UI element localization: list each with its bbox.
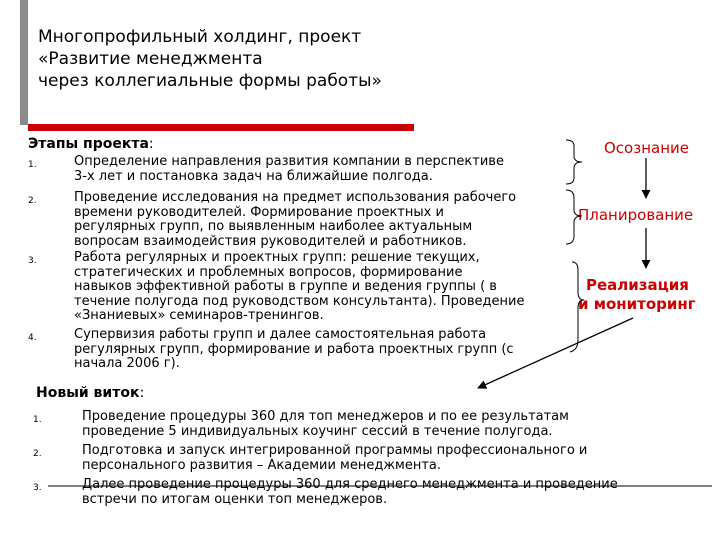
list-line: навыков эффективной работы в группе и ведения группы ( в <box>74 279 497 294</box>
title-line-1: Многопрофильный холдинг, проект <box>38 27 362 47</box>
list-number: 2. <box>33 449 42 459</box>
list-line: Проведение исследования на предмет использования рабочего <box>74 190 517 205</box>
list-line: Проведение процедуры 360 для топ менеджеров и по ее результатам <box>82 409 569 424</box>
list-number: 2. <box>28 196 37 206</box>
new-round-heading-text: Новый виток <box>36 385 140 401</box>
list-line: стратегических и проблемных вопросов, формирование <box>74 264 463 280</box>
list-line: Определение направления развития компании в перспективе <box>74 154 504 169</box>
list-line: встречи по итогам оценки топ менеджеров. <box>82 491 388 507</box>
list-line: проведение 5 индивидуальных коучинг сессий в течение полугода. <box>82 423 553 439</box>
arrow-to-new-round <box>478 318 633 388</box>
phase-implementation-line-2: и мониторинг <box>578 295 696 313</box>
list-line: начала 2006 г). <box>74 356 180 371</box>
list-number: 1. <box>28 160 37 170</box>
list-line: 3-х лет и постановка задач на ближайшие полгода. <box>74 168 433 184</box>
list-line: течение полугода под руководством консультанта). Проведение <box>74 293 525 309</box>
list-number: 3. <box>33 483 42 493</box>
list-line: Работа регулярных и проектных групп: решение текущих, <box>74 250 480 265</box>
list-line: регулярных групп, по выявленным наиболее актуальным <box>74 219 473 234</box>
brace-stage-3 <box>570 262 584 352</box>
new-round-heading-colon: : <box>139 385 145 401</box>
list-number: 3. <box>28 256 37 266</box>
title-line-2: «Развитие менеджмента <box>38 49 263 69</box>
stages-heading-colon: : <box>148 136 154 152</box>
list-line: персонального развития – Академии менеджмента. <box>82 457 442 473</box>
list-line: Далее проведение процедуры 360 для среднего менеджмента и проведение <box>82 477 618 492</box>
phase-awareness: Осознание <box>604 139 689 157</box>
brace-stage-1 <box>566 140 582 184</box>
list-line: «Знаниевых» семинаров-тренингов. <box>74 308 324 323</box>
phase-implementation-line-1: Реализация <box>586 276 689 294</box>
title-line-3: через коллегиальные формы работы» <box>38 71 382 91</box>
list-number: 1. <box>33 415 42 425</box>
list-number: 4. <box>28 333 37 343</box>
stages-heading-text: Этапы проекта <box>28 136 149 152</box>
phase-planning: Планирование <box>578 206 694 224</box>
new-round-heading <box>36 385 144 401</box>
list-line: регулярных групп, формирование и работа проектных групп (с <box>74 341 514 357</box>
list-line: Супервизия работы групп и далее самостоятельная работа <box>74 327 487 342</box>
list-line: времени руководителей. Формирование проектных и <box>74 204 444 220</box>
brace-stage-2 <box>566 190 582 244</box>
list-line: вопросам взаимодействия руководителей и работников. <box>74 233 467 249</box>
list-line: Подготовка и запуск интегрированной программы профессионального и <box>82 443 588 458</box>
